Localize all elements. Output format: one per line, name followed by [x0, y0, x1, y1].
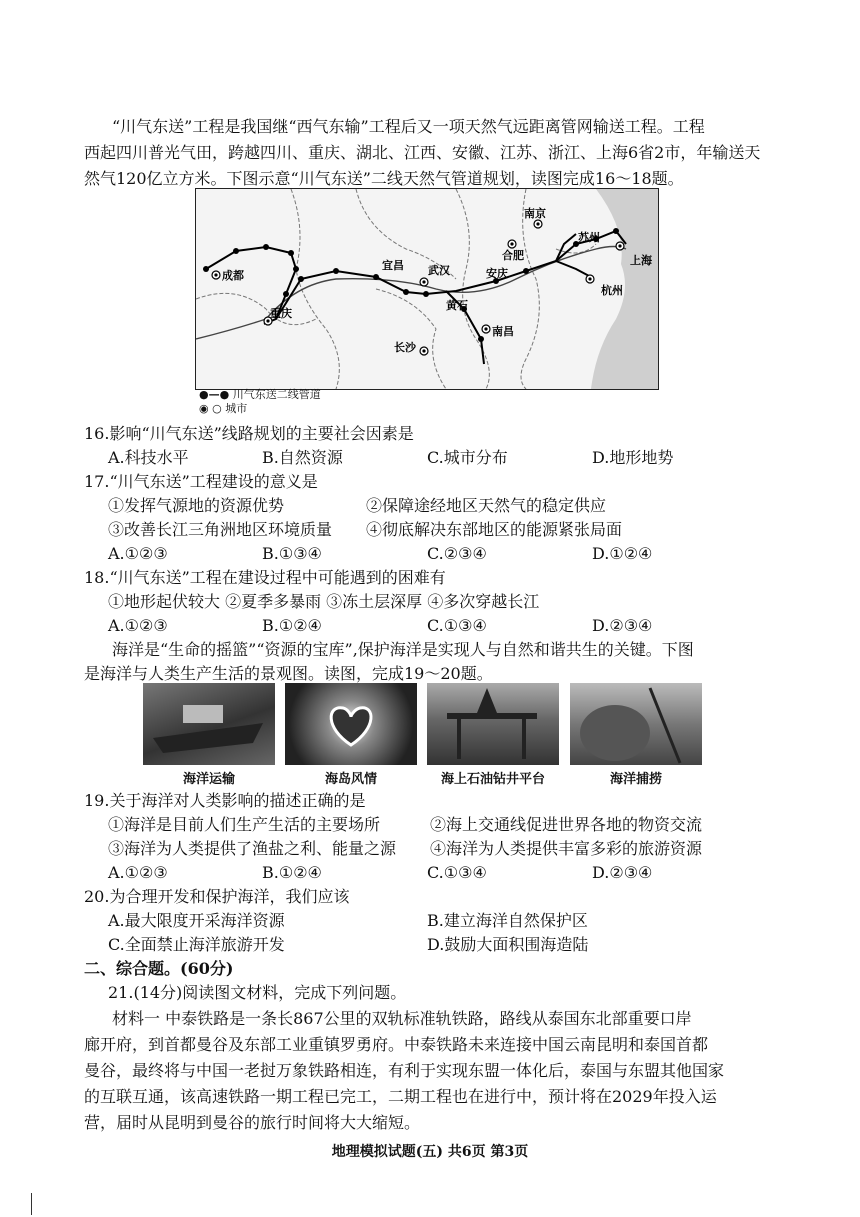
- q17-option-b: B.①③④: [262, 544, 322, 563]
- oil-rig-icon: [427, 683, 559, 765]
- q19-stem: 19.关于海洋对人类影响的描述正确的是: [84, 791, 366, 810]
- photo-ocean-transport: [143, 683, 275, 765]
- q16-option-d: D.地形地势: [592, 448, 674, 467]
- city-label: 长沙: [394, 341, 416, 354]
- q20-option-b: B.建立海洋自然保护区: [427, 911, 588, 930]
- margin-mark: [31, 1193, 32, 1215]
- pipeline-nodes: [203, 228, 619, 342]
- intro1-line2: 西起四川普光气田，跨越四川、重庆、湖北、江西、安徽、江苏、浙江、上海6省2市，年输送天: [84, 143, 761, 162]
- q19-option-d: D.②③④: [592, 863, 653, 882]
- city-dots: [214, 222, 621, 352]
- city-label: 宜昌: [382, 259, 404, 272]
- intro1-line1: “川气东送”工程是我国继“西气东输”工程后又一项天然气远距离管网输送工程。工程: [112, 117, 705, 136]
- legend-city-label: 城市: [225, 402, 248, 415]
- q16-option-c: C.城市分布: [427, 448, 508, 467]
- material1-line2: 廊开府，到首都曼谷及东部工业重镇罗勇府。中泰铁路未来连接中国云南昆明和泰国首都: [84, 1035, 709, 1054]
- q17-item-3: ③改善长江三角洲地区环境质量: [108, 520, 333, 539]
- q20-option-a: A.最大限度开采海洋资源: [108, 911, 285, 930]
- q17-stem: 17.“川气东送”工程建设的意义是: [84, 472, 318, 491]
- ship-icon: [143, 683, 275, 765]
- q18-items: ①地形起伏较大 ②夏季多暴雨 ③冻土层深厚 ④多次穿越长江: [108, 592, 540, 611]
- page-footer: 地理模拟试题(五) 共6页 第3页: [331, 1144, 529, 1160]
- q19-item-4: ④海洋为人类提供丰富多彩的旅游资源: [430, 839, 703, 858]
- q19-option-b: B.①②④: [262, 863, 322, 882]
- q20-stem: 20.为合理开发和保护海洋，我们应该: [84, 887, 350, 906]
- q19-item-3: ③海洋为人类提供了渔盐之利、能量之源: [108, 839, 397, 858]
- heart-island-icon: [285, 683, 417, 765]
- photo-caption: 海岛风情: [324, 772, 377, 787]
- city-label: 上海: [630, 254, 652, 267]
- intro2-line1: 海洋是“生命的摇篮”“资源的宝库”,保护海洋是实现人与自然和谐共生的关键。下图: [112, 640, 694, 659]
- city-markers: [212, 220, 624, 355]
- q17-item-1: ①发挥气源地的资源优势: [108, 496, 285, 515]
- city-label: 苏州: [578, 231, 600, 244]
- q17-item-4: ④彻底解决东部地区的能源紧张局面: [366, 520, 623, 539]
- legend-pipeline-label: 川气东送二线管道: [232, 388, 321, 401]
- q18-option-a: A.①②③: [108, 616, 168, 635]
- photo-caption: 海上石油钻井平台: [440, 772, 545, 787]
- city-label: 成都: [222, 269, 244, 282]
- q16-option-b: B.自然资源: [262, 448, 343, 467]
- fishing-net-icon: [570, 683, 702, 765]
- q18-option-c: C.①③④: [427, 616, 487, 635]
- city-label: 合肥: [502, 249, 524, 262]
- q17-option-a: A.①②③: [108, 544, 168, 563]
- section-heading: 二、综合题。(60分): [84, 959, 234, 978]
- q17-item-2: ②保障途经地区天然气的稳定供应: [366, 496, 607, 515]
- city-label: 武汉: [428, 264, 450, 277]
- intro1-line3: 然气120亿立方米。下图示意“川气东送”二线天然气管道规划，读图完成16～18题。: [84, 169, 684, 188]
- q16-option-a: A.科技水平: [108, 448, 189, 467]
- q21-stem: 21.(14分)阅读图文材料，完成下列问题。: [108, 983, 407, 1002]
- q20-option-d: D.鼓励大面积围海造陆: [427, 935, 589, 954]
- pipeline-map: [195, 188, 659, 390]
- q17-option-c: C.②③④: [427, 544, 487, 563]
- q19-item-2: ②海上交通线促进世界各地的物资交流: [430, 815, 703, 834]
- material1-line1: 材料一 中泰铁路是一条长867公里的双轨标准轨铁路，路线从泰国东北部重要口岸: [112, 1009, 692, 1028]
- city-label: 南昌: [492, 325, 514, 338]
- material1-line4: 的互联互通，该高速铁路一期工程已完工，二期工程也在进行中，预计将在2029年投入运: [84, 1087, 717, 1106]
- city-label: 南京: [524, 207, 546, 220]
- material1-line3: 曼谷，最终将与中国一老挝万象铁路相连，有利于实现东盟一体化后，泰国与东盟其他国家: [84, 1061, 725, 1080]
- map-svg: [196, 189, 658, 389]
- photo-caption: 海洋运输: [182, 772, 235, 787]
- intro2-line2: 是海洋与人类生产生活的景观图。读图，完成19～20题。: [84, 664, 493, 683]
- material1-line5: 营，届时从昆明到曼谷的旅行时间将大大缩短。: [84, 1113, 421, 1132]
- photo-island: [285, 683, 417, 765]
- city-label: 黄石: [446, 299, 468, 312]
- legend-city: ◉ ○ 城市: [199, 402, 248, 415]
- city-label: 杭州: [601, 284, 623, 297]
- q19-option-c: C.①③④: [427, 863, 487, 882]
- q18-stem: 18.“川气东送”工程在建设过程中可能遇到的困难有: [84, 568, 446, 587]
- photo-oil-platform: [427, 683, 559, 765]
- q20-option-c: C.全面禁止海洋旅游开发: [108, 935, 285, 954]
- city-label: 安庆: [486, 267, 508, 280]
- q19-item-1: ①海洋是目前人们生产生活的主要场所: [108, 815, 381, 834]
- q18-option-d: D.②③④: [592, 616, 653, 635]
- city-label: 重庆: [270, 307, 292, 320]
- legend-pipeline: ●—● 川气东送二线管道: [199, 388, 321, 401]
- q17-option-d: D.①②④: [592, 544, 653, 563]
- photo-caption: 海洋捕捞: [609, 772, 662, 787]
- q18-option-b: B.①②④: [262, 616, 322, 635]
- map-legend: [199, 388, 321, 416]
- photo-fishing: [570, 683, 702, 765]
- q16-stem: 16.影响“川气东送”线路规划的主要社会因素是: [84, 424, 414, 443]
- q19-option-a: A.①②③: [108, 863, 168, 882]
